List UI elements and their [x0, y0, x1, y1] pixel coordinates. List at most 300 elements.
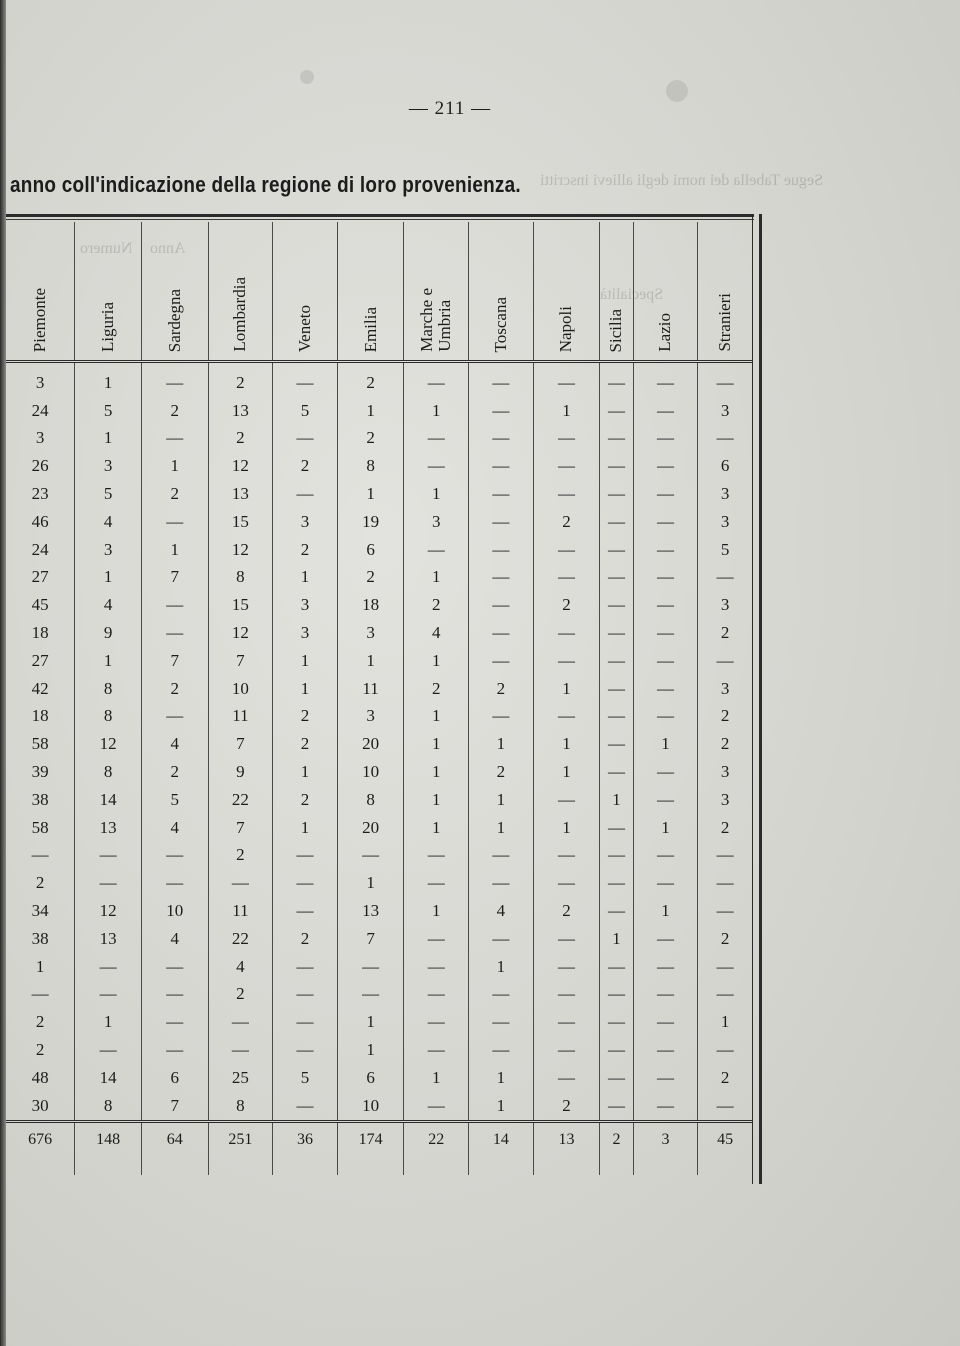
table-cell: 38	[6, 786, 75, 814]
table-cell: 12	[208, 619, 273, 647]
table-cell: —	[75, 842, 142, 870]
table-cell: —	[469, 981, 534, 1009]
table-cell: 2	[208, 425, 273, 453]
table-cell: 3	[337, 703, 404, 731]
table-cell: —	[600, 1008, 633, 1036]
table-cell: 4	[75, 591, 142, 619]
table-cell: 2	[208, 842, 273, 870]
table-cell: 19	[337, 508, 404, 536]
table-cell: 1	[337, 1036, 404, 1064]
column-header-label: Lombardia	[230, 277, 250, 352]
table-cell: 20	[337, 814, 404, 842]
table-cell: —	[273, 953, 338, 981]
total-cell: 148	[75, 1121, 142, 1175]
table-cell: 4	[404, 619, 469, 647]
table-cell: 1	[469, 1092, 534, 1121]
table-row	[6, 703, 752, 731]
table-cell: —	[633, 1064, 698, 1092]
table-cell: 6	[337, 536, 404, 564]
table-cell: 1	[75, 425, 142, 453]
column-header	[6, 222, 75, 362]
table-cell: —	[533, 452, 600, 480]
table-cell: 2	[720, 623, 730, 643]
table-cell: 1	[273, 758, 338, 786]
table-cell: 1	[337, 1008, 404, 1036]
table-row	[6, 647, 752, 675]
table-cell: —	[141, 703, 208, 731]
ink-smudge	[300, 70, 314, 84]
table-cell: 1	[337, 869, 404, 897]
table-cell: —	[337, 981, 404, 1009]
table-cell: 2	[720, 734, 730, 754]
table-cell: 7	[141, 564, 208, 592]
table-cell: —	[533, 925, 600, 953]
table-cell: —	[404, 981, 469, 1009]
table-cell: 3	[273, 591, 338, 619]
table-cell: —	[533, 981, 600, 1009]
table-row	[6, 1064, 752, 1092]
table-cell: —	[208, 869, 273, 897]
table-cell: —	[469, 362, 534, 397]
table-cell: 2	[6, 1008, 75, 1036]
table-cell: —	[404, 869, 469, 897]
table-cell: 4	[75, 508, 142, 536]
table-cell: —	[75, 869, 142, 897]
table-cell: —	[533, 619, 600, 647]
table-cell: 2	[404, 591, 469, 619]
table-cell: —	[633, 675, 698, 703]
table-cell: 1	[404, 814, 469, 842]
table-cell: 1	[404, 703, 469, 731]
table-cell: —	[469, 564, 534, 592]
table-cell: —	[141, 362, 208, 397]
column-header-label: Emilia	[360, 306, 380, 352]
table-cell: —	[633, 564, 698, 592]
table-cell: 9	[208, 758, 273, 786]
table-cell: —	[633, 981, 698, 1009]
table-cell: 13	[208, 397, 273, 425]
table-cell: —	[337, 842, 404, 870]
table-heading: anno coll'indicazione della regione di loro provenienza.	[10, 172, 521, 197]
table-cell: —	[533, 1064, 600, 1092]
table-cell: —	[716, 901, 734, 921]
table-cell: —	[600, 981, 633, 1009]
column-header	[208, 222, 273, 362]
table-cell: —	[600, 675, 633, 703]
table-cell: —	[633, 703, 698, 731]
table-row	[6, 480, 752, 508]
table-cell: 7	[337, 925, 404, 953]
table-cell: 1	[600, 925, 633, 953]
table-cell: —	[633, 425, 698, 453]
table-cell: 4	[208, 953, 273, 981]
table-cell: 26	[6, 452, 75, 480]
table-cell: —	[141, 981, 208, 1009]
table-cell: —	[469, 925, 534, 953]
table-cell: —	[633, 1008, 698, 1036]
table-cell: 1	[633, 897, 698, 925]
table-cell: —	[469, 591, 534, 619]
header-row	[6, 222, 752, 362]
table-cell: 3	[720, 789, 730, 809]
column-header	[337, 222, 404, 362]
table-cell: 1	[6, 953, 75, 981]
table-row	[6, 1008, 752, 1036]
table-cell: 2	[141, 675, 208, 703]
column-header-label: Lazio	[655, 313, 675, 352]
table-cell: —	[600, 730, 633, 758]
column-header-label: Napoli	[556, 305, 576, 352]
table-row	[6, 675, 752, 703]
table-row	[6, 452, 752, 480]
table-cell: —	[337, 953, 404, 981]
table-cell: —	[633, 786, 698, 814]
table-cell: 30	[6, 1092, 75, 1121]
table-cell: 5	[273, 397, 338, 425]
table-cell: 4	[469, 897, 534, 925]
table-cell: 1	[273, 675, 338, 703]
table-cell: —	[633, 647, 698, 675]
table-cell: —	[600, 647, 633, 675]
bleed-through-text: Numero	[80, 240, 133, 257]
table-cell: 1	[141, 536, 208, 564]
table-cell: —	[533, 703, 600, 731]
table-row	[6, 508, 752, 536]
table-cell: 1	[600, 786, 633, 814]
table-cell: —	[533, 869, 600, 897]
table-cell: —	[404, 953, 469, 981]
table-cell: —	[404, 536, 469, 564]
table-cell: 2	[337, 425, 404, 453]
table-cell: 1	[469, 1064, 534, 1092]
table-cell: 2	[141, 397, 208, 425]
table-cell: —	[716, 1095, 734, 1115]
table-cell: 1	[75, 362, 142, 397]
table-cell: —	[600, 758, 633, 786]
table-cell: 8	[75, 703, 142, 731]
totals-row	[6, 1121, 752, 1175]
table-cell: 24	[6, 536, 75, 564]
table-cell: 1	[404, 758, 469, 786]
table-cell: 39	[6, 758, 75, 786]
table-cell: —	[469, 397, 534, 425]
table-cell: —	[469, 508, 534, 536]
table-cell: 1	[273, 647, 338, 675]
table-row	[6, 842, 752, 870]
table-cell: 5	[720, 539, 730, 559]
table-cell: 1	[404, 730, 469, 758]
table-cell: 1	[533, 730, 600, 758]
table-row	[6, 536, 752, 564]
table-cell: 4	[141, 814, 208, 842]
table-cell: 2	[141, 480, 208, 508]
table-cell: 5	[75, 480, 142, 508]
table-cell: —	[469, 647, 534, 675]
table-cell: —	[633, 536, 698, 564]
column-header	[533, 222, 600, 362]
table-cell: —	[533, 536, 600, 564]
table-row	[6, 425, 752, 453]
table-cell: —	[208, 1008, 273, 1036]
table-cell: 1	[533, 675, 600, 703]
table-cell: —	[273, 362, 338, 397]
table-cell: 2	[6, 869, 75, 897]
table-cell: 58	[6, 730, 75, 758]
table-cell: 9	[75, 619, 142, 647]
table-cell: 22	[208, 925, 273, 953]
column-header	[600, 222, 633, 362]
table-cell: 1	[404, 786, 469, 814]
table-cell: 2	[533, 897, 600, 925]
table-cell: —	[633, 452, 698, 480]
column-header-label: Sicilia	[606, 308, 626, 352]
table-cell: 6	[141, 1064, 208, 1092]
table-row	[6, 786, 752, 814]
table-cell: —	[600, 1064, 633, 1092]
table-cell: 7	[208, 814, 273, 842]
table-cell: 34	[6, 897, 75, 925]
column-header	[404, 222, 469, 362]
table-cell: 12	[208, 536, 273, 564]
bleed-through-text: Segue Tabella dei nomi degli allievi inscritti	[540, 172, 823, 189]
table-cell: —	[633, 842, 698, 870]
total-cell: 22	[404, 1121, 469, 1175]
table-cell: 8	[75, 758, 142, 786]
total-cell: 36	[273, 1121, 338, 1175]
table-cell: 1	[141, 452, 208, 480]
table-cell: 48	[6, 1064, 75, 1092]
table-cell: —	[141, 869, 208, 897]
table-cell: —	[600, 619, 633, 647]
table-cell: 8	[75, 675, 142, 703]
top-rule-thin	[6, 219, 754, 220]
table-cell: 2	[533, 1092, 600, 1121]
table-cell: 3	[720, 595, 730, 615]
table-cell: 1	[633, 814, 698, 842]
table-cell: 3	[273, 508, 338, 536]
table-cell: —	[273, 425, 338, 453]
table-cell: —	[716, 956, 734, 976]
table-cell: —	[273, 869, 338, 897]
total-cell: 3	[633, 1121, 698, 1175]
table-cell: 2	[404, 675, 469, 703]
table-cell: 8	[337, 786, 404, 814]
column-header-label: Sardegna	[164, 288, 184, 352]
table-cell: —	[273, 1092, 338, 1121]
table-cell: 3	[404, 508, 469, 536]
table-cell: 2	[533, 508, 600, 536]
table-cell: —	[469, 869, 534, 897]
table-cell: —	[404, 1036, 469, 1064]
table-cell: 13	[75, 925, 142, 953]
table-body	[6, 362, 752, 1175]
table-cell: 6	[337, 1064, 404, 1092]
table-cell: —	[469, 536, 534, 564]
column-header	[273, 222, 338, 362]
table-cell: 3	[720, 678, 730, 698]
table-cell: 13	[208, 480, 273, 508]
table-cell: 1	[75, 1008, 142, 1036]
table-row	[6, 925, 752, 953]
column-header-label: Liguria	[98, 301, 118, 352]
table-cell: 8	[208, 1092, 273, 1121]
table-cell: —	[141, 953, 208, 981]
table-cell: —	[600, 536, 633, 564]
table-cell: —	[404, 452, 469, 480]
table-cell: 5	[141, 786, 208, 814]
table-cell: —	[75, 1036, 142, 1064]
table-cell: 1	[469, 814, 534, 842]
table-cell: 1	[533, 814, 600, 842]
table-cell: 5	[75, 397, 142, 425]
table-cell: —	[273, 480, 338, 508]
table-cell: —	[600, 425, 633, 453]
column-header	[75, 222, 142, 362]
bleed-through-text: Specialità	[600, 286, 664, 303]
table-cell: —	[273, 897, 338, 925]
table-cell: —	[716, 845, 734, 865]
table-cell: —	[404, 1092, 469, 1121]
table-cell: 1	[273, 564, 338, 592]
table-cell: 22	[208, 786, 273, 814]
total-cell: 64	[141, 1121, 208, 1175]
table-cell: 2	[273, 703, 338, 731]
table-cell: —	[533, 425, 600, 453]
table-cell: —	[600, 869, 633, 897]
table-cell: 46	[6, 508, 75, 536]
table-cell: 2	[469, 758, 534, 786]
table-cell: —	[533, 362, 600, 397]
table-cell: —	[469, 842, 534, 870]
table-cell: 14	[75, 786, 142, 814]
column-header-label: Toscana	[490, 296, 510, 352]
table-cell: —	[404, 362, 469, 397]
column-header	[698, 222, 752, 362]
column-header-label: Stranieri	[715, 293, 735, 352]
table-cell: —	[716, 567, 734, 587]
table-cell: 15	[208, 508, 273, 536]
total-cell: 13	[533, 1121, 600, 1175]
table-cell: 1	[75, 564, 142, 592]
table-row	[6, 953, 752, 981]
table-cell: 2	[273, 925, 338, 953]
table-cell: 58	[6, 814, 75, 842]
table-cell: 2	[208, 981, 273, 1009]
table-cell: —	[600, 362, 633, 397]
table-cell: 4	[141, 730, 208, 758]
table-cell: 15	[208, 591, 273, 619]
table-cell: 23	[6, 480, 75, 508]
table-cell: 38	[6, 925, 75, 953]
table-cell: 2	[469, 675, 534, 703]
table-cell: 1	[469, 786, 534, 814]
table-cell: —	[533, 1036, 600, 1064]
table-cell: —	[716, 1040, 734, 1060]
table-cell: 2	[720, 817, 730, 837]
table-cell: —	[716, 428, 734, 448]
table-cell: —	[600, 452, 633, 480]
total-cell: 174	[337, 1121, 404, 1175]
table-cell: —	[141, 1008, 208, 1036]
table-cell: 2	[720, 706, 730, 726]
top-rule	[6, 214, 754, 217]
total-cell: 2	[600, 1121, 633, 1175]
table-cell: 7	[208, 730, 273, 758]
table-cell: —	[600, 703, 633, 731]
table-cell: —	[208, 1036, 273, 1064]
table-cell: —	[469, 619, 534, 647]
table-cell: —	[533, 480, 600, 508]
table-cell: —	[600, 842, 633, 870]
column-header	[633, 222, 698, 362]
table-cell: 8	[337, 452, 404, 480]
table-cell: 14	[75, 1064, 142, 1092]
table-row	[6, 869, 752, 897]
table-cell: —	[600, 897, 633, 925]
table-cell: 24	[6, 397, 75, 425]
table-cell: 12	[208, 452, 273, 480]
table-cell: 7	[141, 1092, 208, 1121]
table-cell: 3	[720, 511, 730, 531]
table-cell: 1	[337, 647, 404, 675]
table-cell: 1	[404, 397, 469, 425]
table-cell: —	[533, 647, 600, 675]
table-cell: —	[633, 953, 698, 981]
table-cell: —	[273, 981, 338, 1009]
table-cell: —	[533, 564, 600, 592]
table-cell: —	[633, 397, 698, 425]
table-cell: 20	[337, 730, 404, 758]
table-row	[6, 897, 752, 925]
table-row	[6, 1092, 752, 1121]
table-cell: —	[141, 1036, 208, 1064]
table-cell: 11	[208, 897, 273, 925]
table-cell: 2	[720, 1067, 730, 1087]
table-cell: —	[141, 508, 208, 536]
table-cell: 7	[141, 647, 208, 675]
table-row	[6, 564, 752, 592]
table-cell: 2	[337, 362, 404, 397]
table-cell: 18	[6, 703, 75, 731]
table-cell: 2	[273, 730, 338, 758]
table-cell: —	[469, 480, 534, 508]
column-header-label: Veneto	[295, 304, 315, 352]
table-cell: 10	[337, 758, 404, 786]
table-cell: 11	[337, 675, 404, 703]
table-cell: 1	[533, 758, 600, 786]
table-cell: 3	[720, 484, 730, 504]
table-cell: —	[6, 842, 75, 870]
table-cell: —	[600, 508, 633, 536]
table-cell: 4	[141, 925, 208, 953]
table-cell: —	[141, 425, 208, 453]
table-cell: —	[273, 842, 338, 870]
column-header-label: Marche e Umbria	[417, 288, 455, 352]
table-cell: 2	[337, 564, 404, 592]
table-cell: —	[75, 953, 142, 981]
table-cell: —	[600, 397, 633, 425]
table-cell: —	[633, 869, 698, 897]
regions-table	[6, 222, 752, 1175]
table-cell: —	[141, 619, 208, 647]
table-cell: —	[404, 425, 469, 453]
table-cell: —	[633, 508, 698, 536]
table-cell: 1	[337, 480, 404, 508]
table-row	[6, 1036, 752, 1064]
table-cell: —	[404, 1008, 469, 1036]
table-cell: 1	[404, 897, 469, 925]
table-cell: —	[633, 591, 698, 619]
